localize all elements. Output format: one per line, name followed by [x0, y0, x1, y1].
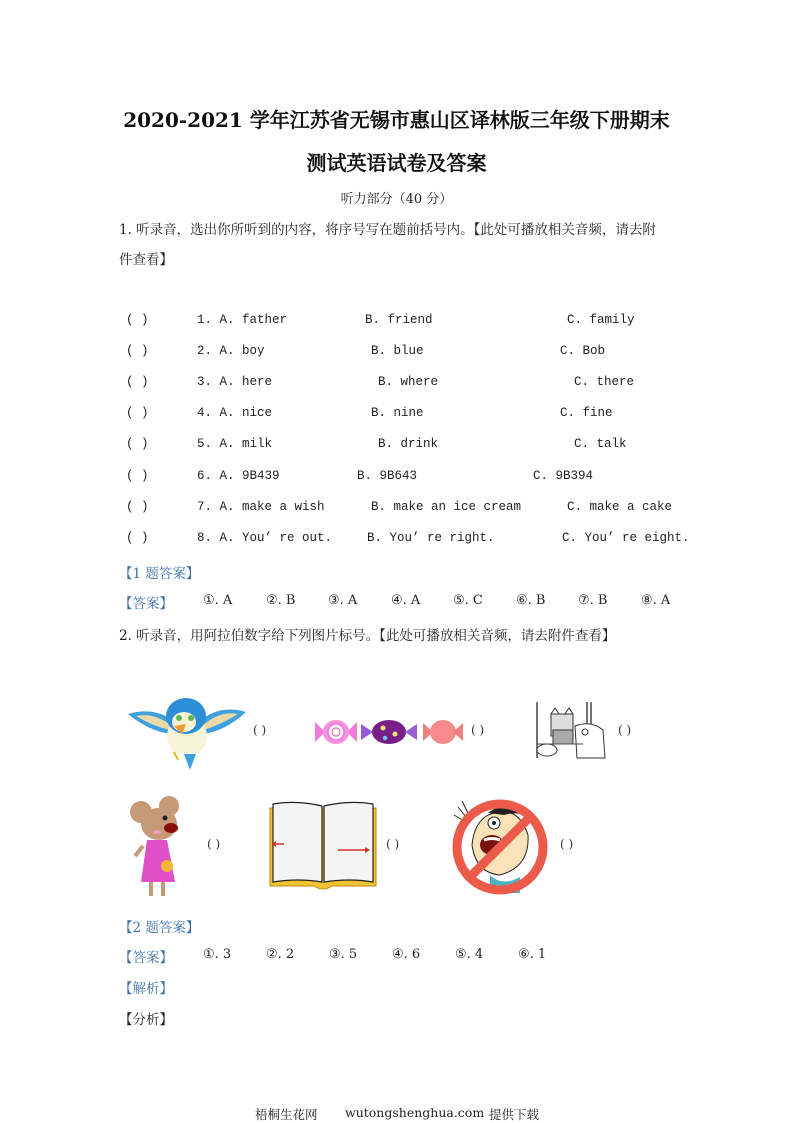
answer-blank[interactable]: ( )	[126, 313, 149, 327]
option-b: B. blue	[371, 344, 424, 358]
answer-value: ③. 5	[329, 947, 358, 962]
question1-prompt-line2: 件查看】	[119, 252, 173, 268]
answer-label: 【答案】	[119, 950, 173, 966]
option-a: 7. A. make a wish	[197, 500, 325, 514]
picture-answer-blank[interactable]: ( )	[207, 837, 221, 851]
analysis-label: 【解析】	[119, 981, 173, 997]
fenxi-label: 【分析】	[119, 1012, 173, 1028]
answer-blank[interactable]: ( )	[126, 375, 149, 389]
answer-value: ②. B	[266, 593, 296, 608]
no-shouting-sign-picture	[448, 795, 552, 899]
question1-answer-header: 【1 题答案】	[119, 566, 200, 582]
option-a: 1. A. father	[197, 313, 288, 327]
option-b: B. drink	[378, 437, 439, 451]
answer-value: ④. 6	[392, 947, 421, 962]
answer-value: ①. A	[203, 593, 233, 608]
answer-value: ⑧. A	[641, 593, 671, 608]
answer-value: ⑥. B	[516, 593, 546, 608]
option-c: C. there	[574, 375, 635, 389]
answer-blank[interactable]: ( )	[126, 437, 149, 451]
answer-value: ②. 2	[266, 947, 295, 962]
candies-picture	[313, 714, 463, 750]
document-title-line1: 2020-2021 学年江苏省无锡市惠山区译林版三年级下册期末	[123, 108, 670, 132]
option-a: 2. A. boy	[197, 344, 265, 358]
answer-value: ①. 3	[203, 947, 232, 962]
picture-answer-blank[interactable]: ( )	[471, 723, 485, 737]
answer-value: ⑦. B	[578, 593, 608, 608]
option-c: C. 9B394	[533, 469, 594, 483]
bird-picture	[124, 688, 250, 772]
option-c: C. fine	[560, 406, 613, 420]
option-b: B. where	[378, 375, 439, 389]
question1-prompt-line1: 1. 听录音，选出你所听到的内容，将序号写在题前括号内。【此处可播放相关音频，请去附	[119, 222, 656, 238]
answer-value: ④. A	[391, 593, 421, 608]
option-a: 6. A. 9B439	[197, 469, 280, 483]
answer-blank[interactable]: ( )	[126, 469, 149, 483]
question2-prompt: 2. 听录音，用阿拉伯数字给下列图片标号。【此处可播放相关音频，请去附件查看】	[119, 628, 616, 644]
picture-answer-blank[interactable]: ( )	[386, 837, 400, 851]
cats-at-window-picture	[533, 700, 609, 762]
answer-blank[interactable]: ( )	[126, 406, 149, 420]
option-c: C. talk	[574, 437, 627, 451]
option-a: 4. A. nice	[197, 406, 273, 420]
answer-value: ⑥. 1	[518, 947, 547, 962]
question2-answer-header: 【2 题答案】	[119, 920, 200, 936]
footer-url[interactable]: wutongshenghua.com	[345, 1105, 485, 1120]
option-c: C. You’ re eight.	[562, 531, 690, 545]
option-c: C. Bob	[560, 344, 606, 358]
answer-value: ⑤. C	[453, 593, 483, 608]
answer-blank[interactable]: ( )	[126, 500, 149, 514]
picture-answer-blank[interactable]: ( )	[253, 723, 267, 737]
option-b: B. nine	[371, 406, 424, 420]
option-b: B. friend	[365, 313, 433, 327]
option-a: 3. A. here	[197, 375, 273, 389]
mouse-girl-picture	[127, 796, 193, 900]
option-b: B. You’ re right.	[367, 531, 495, 545]
option-a: 5. A. milk	[197, 437, 273, 451]
option-a: 8. A. You’ re out.	[197, 531, 333, 545]
option-b: B. 9B643	[357, 469, 418, 483]
answer-value: ③. A	[328, 593, 358, 608]
footer-site-name: 梧桐生花网	[255, 1107, 318, 1122]
option-c: C. make a cake	[567, 500, 673, 514]
answer-label: 【答案】	[119, 596, 173, 612]
option-c: C. family	[567, 313, 635, 327]
answer-blank[interactable]: ( )	[126, 531, 149, 545]
open-book-picture	[268, 800, 378, 892]
answer-blank[interactable]: ( )	[126, 344, 149, 358]
picture-answer-blank[interactable]: ( )	[560, 837, 574, 851]
answer-value: ⑤. 4	[455, 947, 484, 962]
picture-answer-blank[interactable]: ( )	[618, 723, 632, 737]
footer-note: 提供下载	[489, 1107, 540, 1122]
option-b: B. make an ice cream	[371, 500, 522, 514]
section-heading: 听力部分（40 分）	[340, 192, 453, 207]
document-title-line2: 测试英语试卷及答案	[306, 151, 487, 175]
